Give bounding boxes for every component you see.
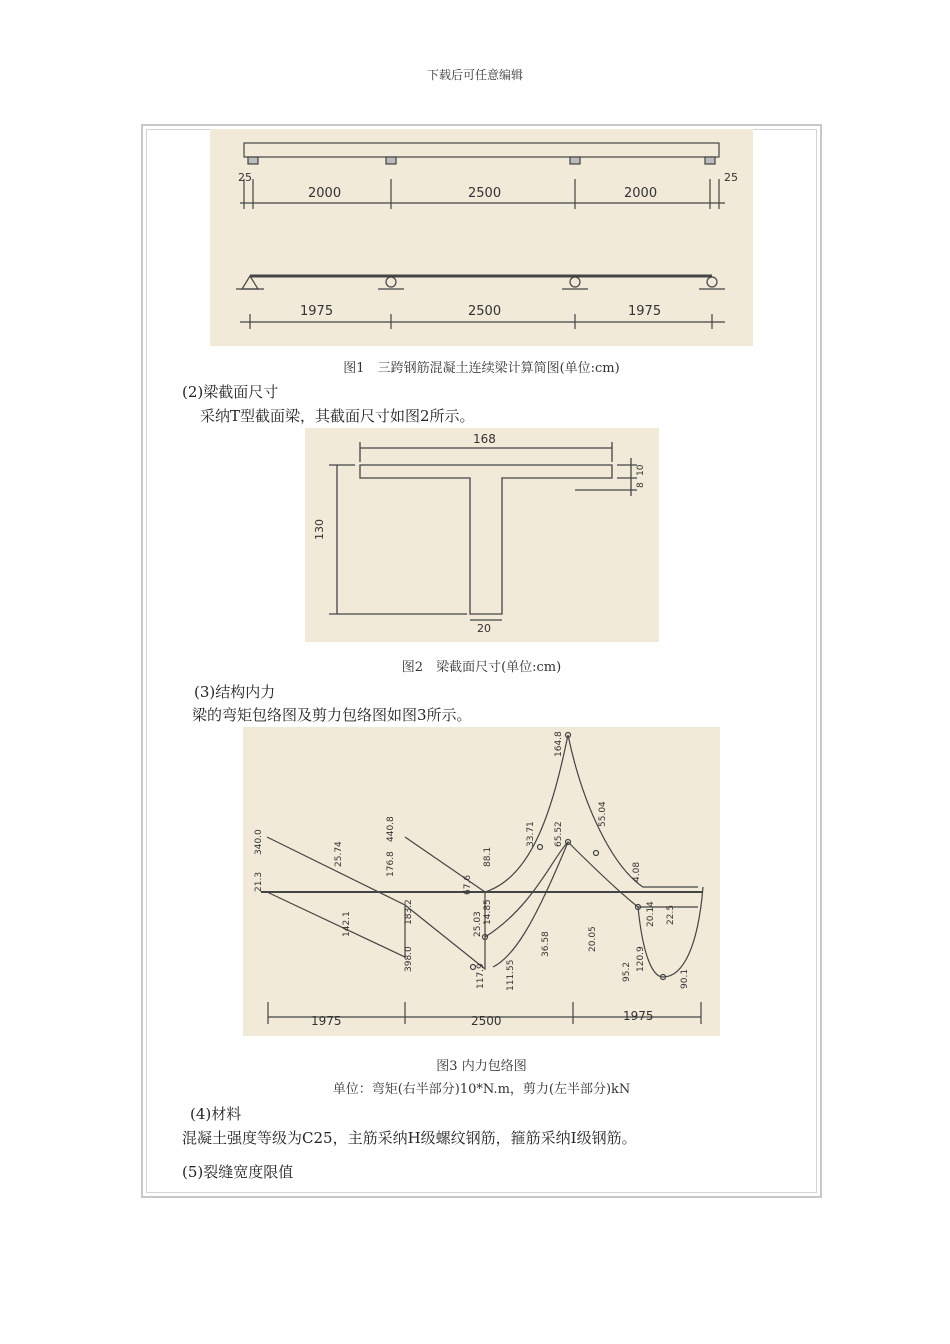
label-440-8: 440.8 [386,816,396,842]
label-36-58: 36.58 [541,931,551,957]
label-340: 340.0 [254,829,264,855]
figure-2-caption: 图2 梁截面尺寸(单位:cm) [401,660,562,675]
flange-dim-10: 10 [636,464,646,476]
header-note: 下载后可任意编辑 [426,68,523,82]
label-90-1: 90.1 [680,968,690,989]
figure-3-units: 单位：弯矩(右半部分)10*N.m，剪力(左半部分)kN [332,1082,631,1097]
section-5-heading: (5)裂缝宽度限值 [182,1163,294,1181]
dim-bottom-1975-left: 1975 [300,304,334,319]
label-14-85: 14.85 [483,899,493,925]
dim-top-2500: 2500 [468,186,502,201]
label-25-74: 25.74 [334,841,344,867]
label-95-2: 95.2 [622,961,632,982]
dim-bottom-1975-right: 1975 [628,304,662,319]
figure-1-beam-diagram [210,129,753,346]
fig3-dim-1975-left: 1975 [311,1014,342,1028]
section-2-heading: (2)梁截面尺寸 [182,383,279,401]
dim-bottom-2500: 2500 [468,304,502,319]
label-111-55: 111.55 [506,959,516,991]
flange-dim-8: 8 [636,482,646,488]
flange-width-label: 168 [473,432,496,446]
section-3-text: 梁的弯矩包络图及剪力包络图如图3所示。 [192,706,472,724]
label-4-08: 4.08 [632,861,642,882]
label-117-9: 117.9 [476,963,486,989]
section-4-text: 混凝土强度等级为C25，主筋采纳H级螺纹钢筋，箍筋采纳Ⅰ级钢筋。 [182,1129,637,1147]
figure-2-t-section [305,428,659,642]
dim-top-2000-left: 2000 [308,186,342,201]
beam-outline [244,143,719,157]
dim-top-2000-right: 2000 [624,186,658,201]
label-176-8: 176.8 [386,851,396,877]
label-164-8: 164.8 [554,731,564,757]
label-25-03: 25.03 [473,911,483,937]
label-88-1: 88.1 [483,846,493,867]
dim-top-left-25: 25 [238,171,252,184]
label-20-14: 20.14 [646,901,656,927]
label-120-9: 120.9 [636,946,646,972]
label-398-0: 398.0 [404,946,414,972]
label-67-6: 67.6 [463,874,473,895]
fig3-dim-1975-right: 1975 [623,1009,654,1023]
figure-1-caption: 图1 三跨钢筋混凝土连续梁计算简图(单位:cm) [343,361,620,376]
label-21-3: 21.3 [254,871,264,892]
section-3-heading: (3)结构内力 [194,683,276,701]
fig3-dim-2500: 2500 [471,1014,502,1028]
web-width-label: 20 [477,622,491,635]
figure-3-caption: 图3 内力包络图 [436,1059,527,1074]
dim-top-right-25: 25 [724,171,738,184]
section-2-text: 采纳T型截面梁，其截面尺寸如图2所示。 [200,407,475,425]
section-height-label: 130 [313,519,326,540]
label-20-05: 20.05 [588,926,598,952]
label-142-1: 142.1 [342,911,352,937]
label-65-52: 65.52 [554,821,564,847]
section-4-heading: (4)材料 [190,1105,242,1123]
t-section-outline [360,465,612,614]
figure-3-envelope-diagram [243,727,720,1036]
label-33-71: 33.71 [526,821,536,847]
label-183-2: 183.2 [404,899,414,925]
label-22-5: 22.5 [666,904,676,925]
label-55-04: 55.04 [598,801,608,827]
